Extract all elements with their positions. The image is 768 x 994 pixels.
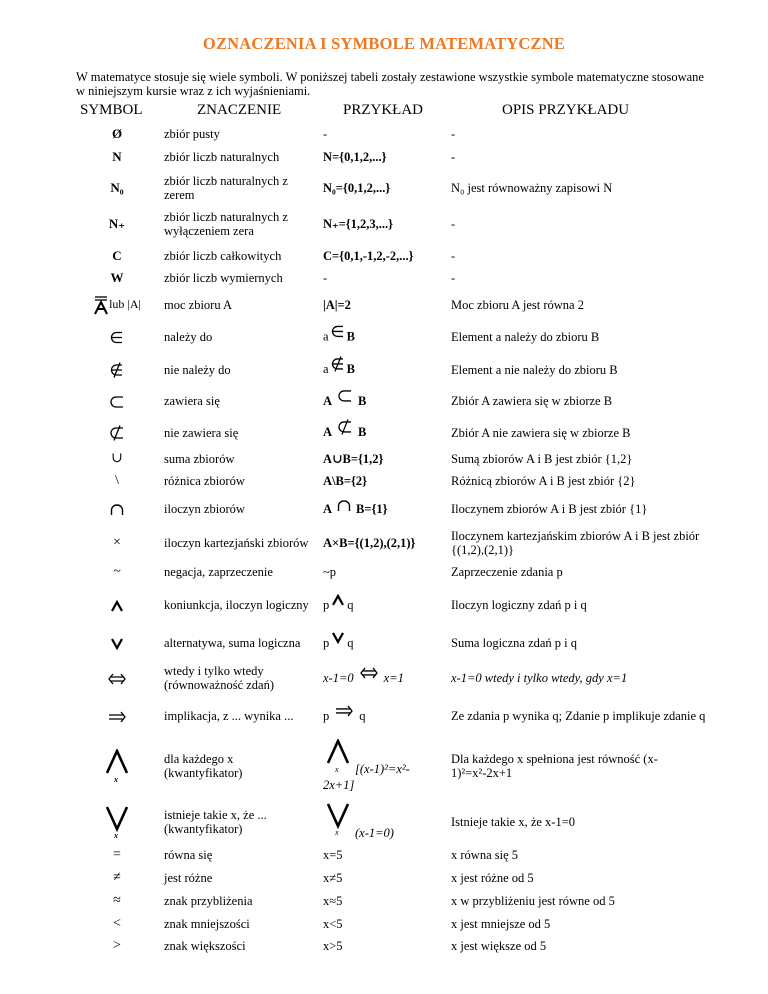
- meaning-cell: zbiór liczb całkowitych: [164, 249, 282, 263]
- description-cell: Sumą zbiorów A i B jest zbiór {1,2}: [451, 452, 633, 466]
- meaning-cell: zbiór liczb wymiernych: [164, 271, 283, 285]
- example-left: a: [323, 361, 329, 376]
- subset-icon: [338, 390, 352, 402]
- not-subset-icon: [110, 425, 124, 441]
- example-cell: |A|=2: [323, 298, 351, 312]
- table-row: [0, 268, 768, 288]
- example-cell: A\B={2}: [323, 474, 368, 488]
- description-cell: N₀ jest równoważny zapisowi N: [451, 181, 613, 195]
- description-cell: x równa się 5: [451, 848, 518, 862]
- example-cell: x≠5: [323, 871, 343, 885]
- meaning-cell: równa się: [164, 848, 213, 862]
- meaning-cell: zbiór liczb naturalnych z wyłączeniem zera: [164, 210, 288, 238]
- meaning-cell: zbiór pusty: [164, 127, 220, 141]
- symbol-cell: N₀: [110, 180, 124, 195]
- symbol-cell: [82, 805, 152, 839]
- symbol-cell: ≈: [113, 893, 121, 908]
- description-cell: Zbiór A zawiera się w zbiorze B: [451, 394, 613, 408]
- example-line2: 2x+1]: [323, 778, 355, 792]
- element-of-icon: [110, 331, 124, 345]
- description-cell: Zbiór A nie zawiera się w zbiorze B: [451, 426, 631, 440]
- example-cell: x<5: [323, 917, 343, 931]
- meaning-cell: zawiera się: [164, 394, 220, 408]
- example-cell: A∪B={1,2}: [323, 452, 384, 466]
- table-row: [0, 660, 768, 696]
- example-cell: [323, 598, 448, 612]
- example-left: A: [323, 501, 333, 516]
- example-cell: -: [323, 127, 328, 141]
- description-cell: Element a nie należy do zbioru B: [451, 363, 618, 377]
- table-row: [0, 738, 768, 794]
- example-left: A: [323, 393, 333, 408]
- example-text: (x-1=0): [355, 826, 394, 840]
- not-element-of-icon: [110, 362, 124, 378]
- table-row: [0, 208, 768, 240]
- meaning-cell: suma zbiorów: [164, 452, 235, 466]
- meaning-cell: różnica zbiorów: [164, 474, 245, 488]
- table-row: [0, 418, 768, 448]
- symbol-cell: <: [113, 916, 121, 931]
- meaning-cell: nie należy do: [164, 363, 231, 377]
- table-row: [0, 147, 768, 167]
- iff-arrow-icon: [360, 667, 378, 679]
- symbol-cell: [82, 329, 152, 344]
- iff-arrow-icon: [108, 673, 126, 685]
- symbol-cell: [82, 636, 152, 650]
- table-row: [0, 386, 768, 416]
- meaning-cell: iloczyn kartezjański zbiorów: [164, 536, 309, 550]
- example-cell: x≈5: [323, 894, 343, 908]
- meaning-cell: znak mniejszości: [164, 917, 250, 931]
- meaning-cell: istnieje takie x, że ... (kwantyfikator): [164, 808, 267, 836]
- symbol-cell: [82, 749, 152, 783]
- example-right: B: [346, 329, 355, 344]
- example-right: x=1: [383, 670, 404, 685]
- description-cell: -: [451, 127, 456, 141]
- description-cell: Zaprzeczenie zdania p: [451, 565, 563, 579]
- svg-text:x: x: [114, 775, 118, 783]
- symbol-cell: [82, 295, 152, 315]
- example-cell: C={0,1,-1,2,-2,...}: [323, 249, 414, 263]
- symbol-cell: =: [113, 847, 121, 862]
- meaning-cell: negacja, zaprzeczenie: [164, 565, 273, 579]
- meaning-cell: alternatywa, suma logiczna: [164, 636, 301, 650]
- symbol-cell: [82, 394, 152, 408]
- for-all-icon: [325, 739, 351, 773]
- example-cell: [323, 709, 448, 723]
- symbol-cell: [82, 362, 152, 378]
- table-row: [0, 891, 768, 911]
- table-row: [0, 172, 768, 204]
- table-row: [0, 914, 768, 934]
- meaning-cell: zbiór liczb naturalnych: [164, 150, 280, 164]
- example-cell: N₊={1,2,3,...}: [323, 217, 394, 231]
- symbol-cell: [82, 502, 152, 516]
- table-row: [0, 562, 768, 582]
- symbol-cell: W: [110, 270, 124, 285]
- symbol-cell: ~: [113, 564, 121, 579]
- example-cell: [323, 739, 448, 793]
- intersection-icon: [337, 500, 351, 512]
- table-row: [0, 936, 768, 956]
- svg-text:x: x: [114, 831, 118, 839]
- example-left: p: [323, 635, 330, 650]
- header-description: OPIS PRZYKŁADU: [502, 102, 630, 118]
- meaning-cell: zbiór liczb naturalnych z zerem: [164, 174, 288, 202]
- example-left: a: [323, 329, 329, 344]
- meaning-cell: implikacja, z ... wynika ...: [164, 709, 294, 723]
- symbol-cell: [82, 709, 152, 723]
- meaning-cell: znak przybliżenia: [164, 894, 253, 908]
- svg-text:x: x: [335, 765, 339, 773]
- example-right: q: [347, 597, 354, 612]
- subset-icon: [110, 396, 124, 408]
- symbol-cell: [82, 425, 152, 441]
- symbol-cell: \: [115, 473, 119, 488]
- table-row: [0, 471, 768, 491]
- symbol-cell: [82, 598, 152, 612]
- symbol-cell: Ø: [111, 126, 123, 141]
- implies-arrow-icon: [108, 711, 126, 723]
- svg-text:x: x: [335, 828, 339, 836]
- element-of-icon: [331, 325, 345, 339]
- meaning-cell: jest różne: [164, 871, 213, 885]
- example-cell: [323, 502, 448, 516]
- example-cell: x=5: [323, 848, 343, 862]
- table-row: [0, 586, 768, 624]
- description-cell: x w przybliżeniu jest równe od 5: [451, 894, 615, 908]
- example-left: p: [323, 597, 330, 612]
- example-cell: -: [323, 271, 328, 285]
- example-right: q: [347, 635, 354, 650]
- description-cell: -: [451, 150, 456, 164]
- table-row: [0, 868, 768, 888]
- description-cell: -: [451, 249, 456, 263]
- meaning-cell: wtedy i tylko wtedy (równoważność zdań): [164, 664, 275, 692]
- example-right: q: [359, 708, 366, 723]
- logical-and-icon: [110, 600, 124, 612]
- table-row: [0, 355, 768, 385]
- example-cell: N={0,1,2,...}: [323, 150, 387, 164]
- example-cell: [323, 802, 448, 842]
- symbol-cell: >: [113, 938, 121, 953]
- table-row: [0, 800, 768, 844]
- example-cell: [323, 671, 448, 685]
- not-element-of-icon: [331, 356, 345, 372]
- for-all-icon: [104, 749, 130, 783]
- description-cell: Moc zbioru A jest równa 2: [451, 298, 584, 312]
- example-right: B={1}: [356, 501, 388, 516]
- header-symbol: SYMBOL: [80, 102, 143, 118]
- example-right: B: [358, 424, 367, 439]
- table-row: [0, 291, 768, 319]
- table-row: [0, 845, 768, 865]
- meaning-cell: nie zawiera się: [164, 426, 239, 440]
- example-cell: [323, 394, 448, 408]
- table-row: [0, 124, 768, 144]
- example-cell: ~p: [323, 565, 337, 579]
- table-row: [0, 526, 768, 560]
- table-row: [0, 624, 768, 662]
- description-cell: Różnicą zbiorów A i B jest zbiór {2}: [451, 474, 636, 488]
- description-cell: Istnieje takie x, że x-1=0: [451, 815, 576, 829]
- not-subset-icon: [338, 419, 352, 435]
- description-cell: Suma logiczna zdań p i q: [451, 636, 578, 650]
- table-row: [0, 246, 768, 266]
- meaning-cell: moc zbioru A: [164, 298, 233, 312]
- example-cell: [323, 362, 448, 378]
- description-cell: x jest większe od 5: [451, 939, 547, 953]
- example-cell: [323, 425, 448, 441]
- description-cell: Dla każdego x spełniona jest równość (x-1)²=x²-2x+1: [451, 752, 658, 780]
- example-cell: N₀={0,1,2,...}: [323, 181, 391, 195]
- description-cell: -: [451, 271, 456, 285]
- description-cell: -: [451, 217, 456, 231]
- symbol-cell: [82, 671, 152, 685]
- table-row: [0, 698, 768, 734]
- meaning-cell: dla każdego x (kwantyfikator): [164, 752, 243, 780]
- intersection-icon: [110, 504, 124, 516]
- meaning-cell: znak większości: [164, 939, 246, 953]
- table-row: [0, 449, 768, 469]
- symbol-cell: ×: [113, 535, 121, 550]
- example-left: A: [323, 424, 333, 439]
- description-cell: Iloczynem zbiorów A i B jest zbiór {1}: [451, 502, 648, 516]
- description-cell: Iloczynem kartezjańskim zbiorów A i B jest zbiór {(1,2),(2,1)}: [451, 529, 700, 557]
- example-cell: [323, 636, 448, 650]
- description-cell: Ze zdania p wynika q; Zdanie p implikuje zdanie q: [451, 709, 706, 723]
- example-right: B: [346, 361, 355, 376]
- symbol-cell: N₊: [108, 216, 126, 231]
- symbol-cell: ∪: [111, 451, 123, 466]
- cardinality-icon: [93, 295, 109, 315]
- example-cell: A×B={(1,2),(2,1)}: [323, 536, 416, 550]
- logical-or-icon: [110, 638, 124, 650]
- example-left: p: [323, 708, 330, 723]
- exists-icon: [325, 802, 351, 836]
- symbol-suffix: lub |A|: [109, 296, 141, 311]
- example-left: x-1=0: [323, 670, 354, 685]
- header-meaning: ZNACZENIE: [197, 102, 282, 118]
- meaning-cell: należy do: [164, 330, 213, 344]
- page-title: OZNACZENIA I SYMBOLE MATEMATYCZNE: [202, 34, 566, 53]
- logical-or-icon: [331, 632, 345, 644]
- meaning-cell: koniunkcja, iloczyn logiczny: [164, 598, 309, 612]
- header-example: PRZYKŁAD: [343, 102, 424, 118]
- example-cell: x>5: [323, 939, 343, 953]
- table-row: [0, 494, 768, 524]
- example-cell: [323, 329, 448, 344]
- description-cell: Iloczyn logiczny zdań p i q: [451, 598, 587, 612]
- exists-icon: [104, 805, 130, 839]
- symbol-cell: N: [112, 149, 122, 164]
- logical-and-icon: [331, 594, 345, 606]
- description-cell: Element a należy do zbioru B: [451, 330, 600, 344]
- implies-arrow-icon: [335, 705, 353, 717]
- description-cell: x jest mniejsze od 5: [451, 917, 551, 931]
- table-row: [0, 322, 768, 352]
- meaning-cell: iloczyn zbiorów: [164, 502, 245, 516]
- symbol-cell: ≠: [113, 870, 121, 885]
- description-cell: x-1=0 wtedy i tylko wtedy, gdy x=1: [451, 671, 628, 685]
- example-right: B: [358, 393, 367, 408]
- symbol-cell: C: [112, 248, 122, 263]
- example-line1: [(x-1)²=x²-: [355, 762, 410, 776]
- intro-text: W matematyce stosuje się wiele symboli. W poniższej tabeli zostały zestawione wszystkie symbole matematyczne stosowane w niniejszym kursie wraz z ich wyjaśnieniami.: [76, 70, 704, 98]
- description-cell: x jest różne od 5: [451, 871, 534, 885]
